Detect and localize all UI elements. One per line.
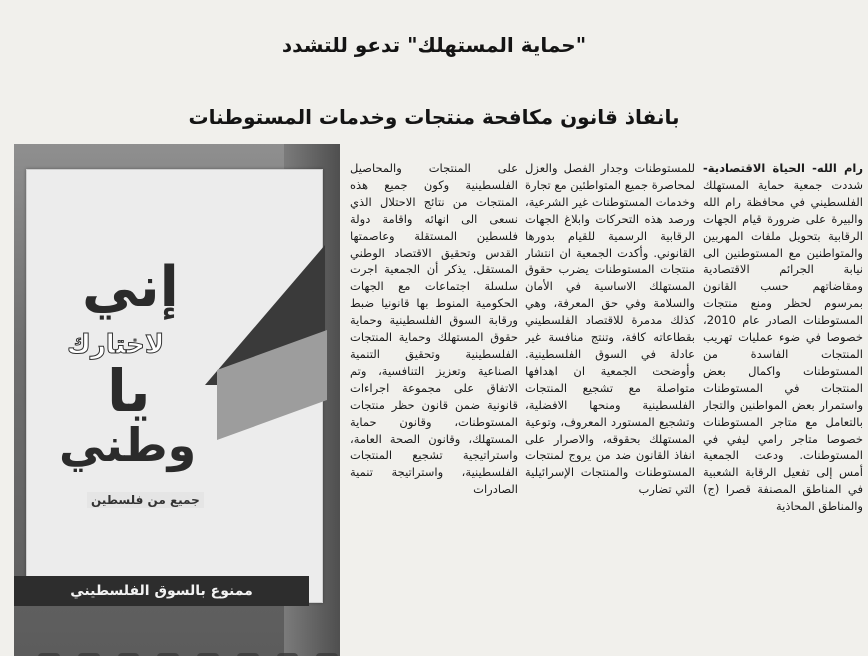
headline-line-2: بانفاذ قانون مكافحة منتجات وخدمات المستوطنات xyxy=(188,105,680,129)
byline: رام الله- الحياة الاقتصادية- xyxy=(703,161,863,175)
article-photo xyxy=(14,144,340,656)
column-3-text: على المنتجات والمحاصيل الفلسطينية وكون جميع هذه المنتجات من نتائج الاحتلال الذي نسعى الى انهائه واقامة دولة فلسطين المستقلة وعاصمتها القدس وتحقيق الاقتصاد الوطني المستقل. يذكر أن الجمعية اجرت سلسلة اجتماعات مع الجهات الحكومية المنوط بها قانونيا ضبط ورقابة السوق الفلسطينية وحماية حقوق المستهلك وحماية المنتجات الفلسطينية وتحقيق التنمية الصناعية وتعزيز التنافسية، وتم الاتفاق على مجموعة اجراءات قانونية ضمن قانون حظر منتجات المستوطنات، وقانون حماية المستهلك، وقانون الصحة العامة، واستراتيجية تشجيع المنتجات الفلسطينية، واستراتيجة تنمية الصادرات xyxy=(350,161,518,497)
poster-main-text: إني xyxy=(82,255,179,320)
poster-watani-text: وطني xyxy=(59,418,197,472)
product-logos xyxy=(38,641,338,656)
column-2-text: للمستوطنات وجدار الفصل والعزل لمحاصرة جميع المتواطئين مع تجارة وخدمات المستوطنات غير الشرعية، ورصد هذه التحركات وابلاغ الجهات الرقابية الرسمية للقيام بدورها القانوني. وأكدت الجمعية ان انتشار منتجات المستوطنات يضرب حقوق المستهلك الاساسية في الأمان والسلامة وفي حق المعرفة، وهي كذلك مدمرة للاقتصاد الفلسطيني بقطاعاته كافة، وتنتج منافسة غير عادلة في السوق الفلسطينية. وأوضحت الجمعية ان اهدافها متواصلة مع تشجيع المنتجات الفلسطينية ومنحها الافضلية، وتشجيع المستورد المعروف، وتوعية المستهلك بحقوقه، والاصرار على انفاذ القانون ضد من يروج لمنتجات المستوطنات والمنتجات الإسرائيلية التي تضارب xyxy=(525,161,695,497)
article-column-1 xyxy=(703,160,863,656)
article-column-2 xyxy=(525,160,695,656)
column-1-text: شددت جمعية حماية المستهلك الفلسطيني في محافظة رام الله والبيرة على ضرورة قيام الجهات الرقابية بتحويل ملفات المهربين والمتواطنين مع المستوطنين الى نيابة الجرائم الاقتصادية ومقاضاتهم حسب القانون بمرسوم لحظر ومنع منتجات المستوطنات الصادر عام 2010، خصوصا في ضوء عمليات تهريب المنتجات الفاسدة من المستوطنات واكمال بعض المنتجات في المستوطنات واستمرار بعض المواطنين والتجار بالتعامل مع متاجر المستوطنات خصوصا متاجر رامي ليفي في المستوطنات. ودعت الجمعية أمس إلى تفعيل الرقابة الشعبية في المناطق المصنفة قصرا (ج) والمناطق المحاذية xyxy=(703,177,863,514)
headline-line-1: "حماية المستهلك" تدعو للتشدد xyxy=(281,33,587,57)
poster-band: ممنوع بالسوق الفلسطيني xyxy=(14,576,309,606)
poster-sub-text: لاختارك xyxy=(67,330,165,360)
boycott-poster xyxy=(26,169,323,603)
article-column-3 xyxy=(350,160,518,656)
poster-small-text: جميع من فلسطين xyxy=(87,492,204,508)
poster-ya-text: يا xyxy=(107,357,151,425)
